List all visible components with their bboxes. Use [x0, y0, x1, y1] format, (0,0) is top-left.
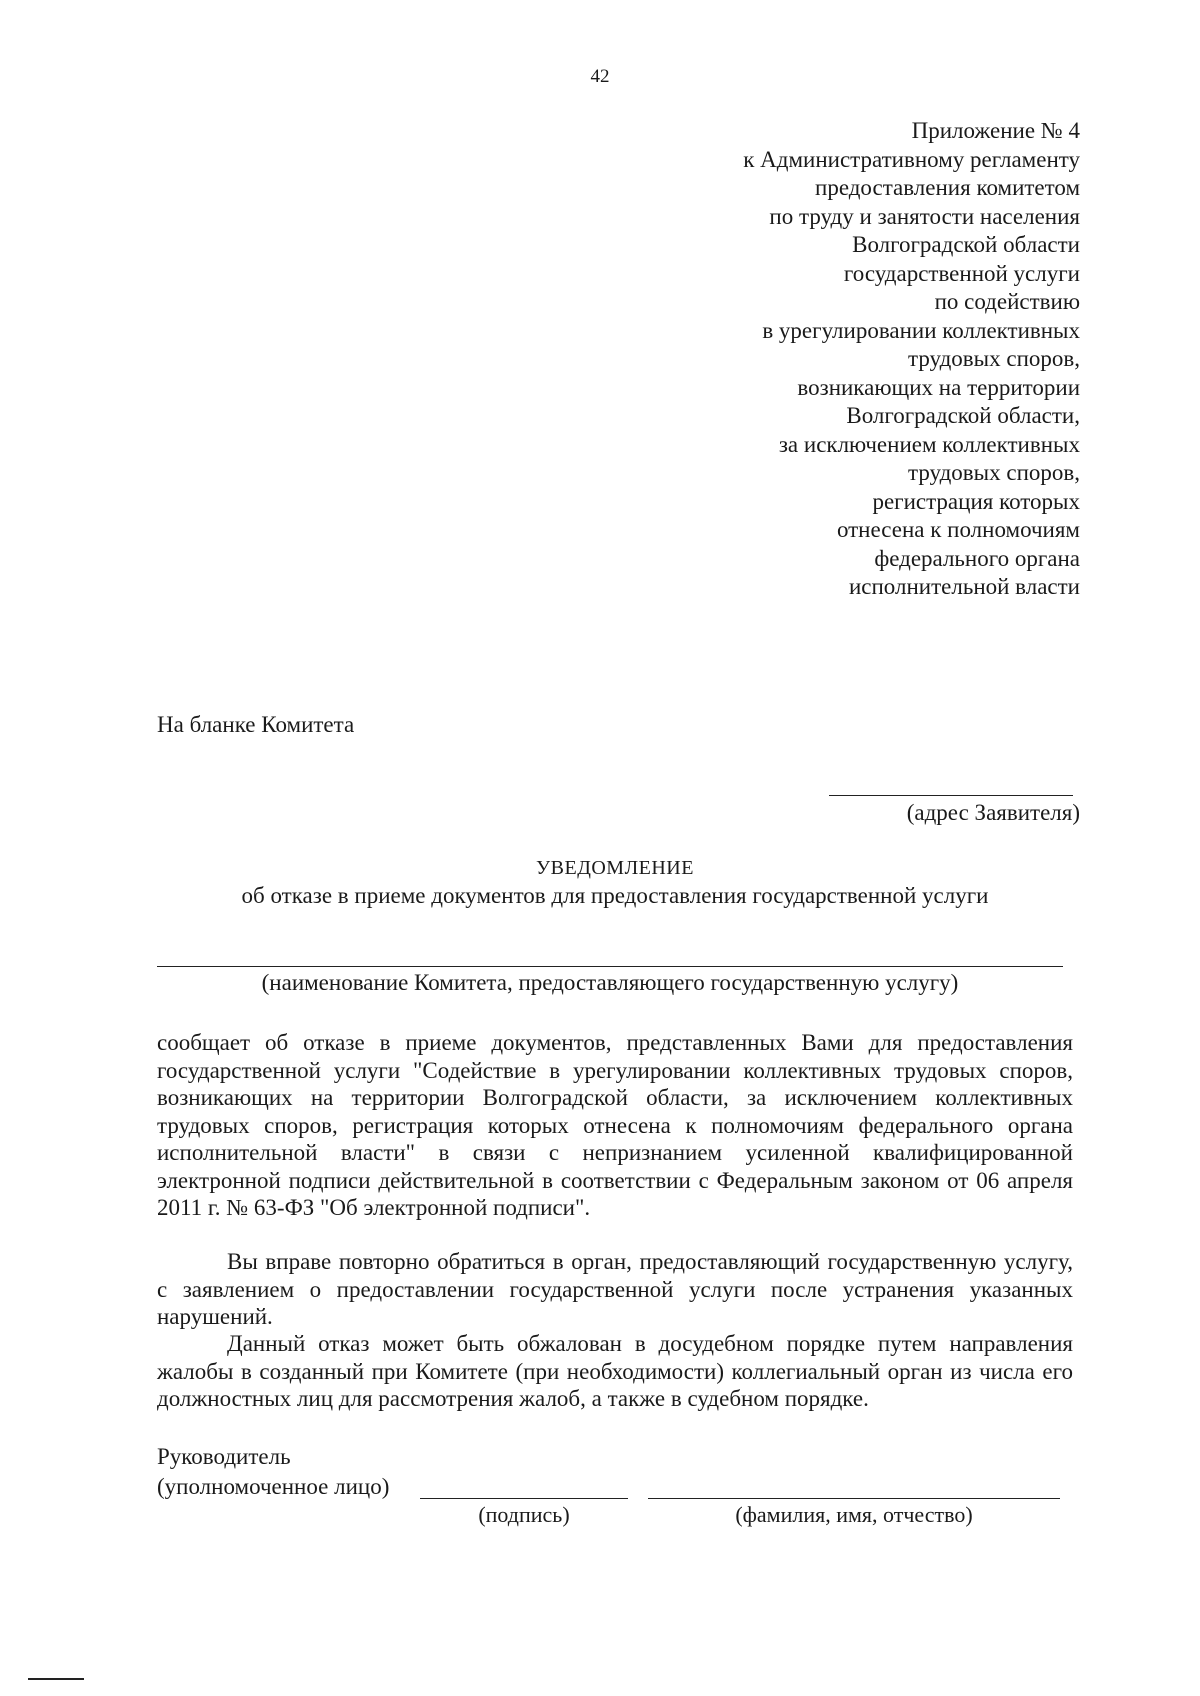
- appendix-line: регистрация которых: [872, 488, 1080, 514]
- signature-caption: (подпись): [478, 1502, 570, 1527]
- signatory-role: Руководитель: [157, 1444, 291, 1469]
- appendix-line: Приложение № 4: [911, 118, 1080, 143]
- notice-title: УВЕДОМЛЕНИЕ: [536, 857, 694, 879]
- refusal-paragraph: сообщает об отказе в приеме документов, представленных Вами для предоставления государственной услуги "Содействие в урегулировании коллективных трудовых споров, возникающих на территории Волгоградской области, за исключением коллективных трудовых споров, регистрация которых отнесена к полномочиям федерального органа исполнительной власти" в связи с непризнанием усиленной квалифицированной электронной подписи действительной в соответствии с Федеральным законом от 06 апреля 2011 г. № 63-ФЗ "Об электронной подписи".: [157, 1030, 1073, 1220]
- appendix-line: предоставления комитетом: [815, 175, 1080, 200]
- committee-name-line: [157, 966, 1063, 967]
- applicant-address-caption: (адрес Заявителя): [906, 800, 1080, 825]
- appendix-line: трудовых споров,: [908, 346, 1080, 371]
- appendix-line: исполнительной власти: [848, 574, 1080, 599]
- appendix-line: Волгоградской области: [852, 232, 1080, 257]
- signatory-role-note: (уполномоченное лицо): [157, 1474, 390, 1499]
- appendix-line: к Административному регламенту: [743, 146, 1080, 172]
- committee-name-caption: (наименование Комитета, предоставляющего государственную услугу): [261, 970, 959, 995]
- signature-line: [420, 1498, 628, 1499]
- notice-subtitle: об отказе в приеме документов для предоставления государственной услуги: [241, 883, 989, 908]
- appendix-line: по труду и занятости населения: [769, 203, 1080, 229]
- appendix-line: Волгоградской области,: [846, 403, 1080, 428]
- appendix-line: по содействию: [934, 289, 1080, 314]
- page-number: 42: [590, 66, 610, 87]
- footer-rule: [28, 1678, 84, 1680]
- appendix-line: государственной услуги: [843, 260, 1080, 286]
- appendix-line: федерального органа: [874, 545, 1080, 571]
- appendix-line: отнесена к полномочиям: [836, 517, 1080, 542]
- appendix-line: трудовых споров,: [908, 460, 1080, 485]
- full-name-caption: (фамилия, имя, отчество): [735, 1502, 973, 1527]
- applicant-address-line: [829, 795, 1073, 796]
- reapply-paragraph: Вы вправе повторно обратиться в орган, предоставляющий государственную услугу, с заявлением о предоставлении государственной услуги после устранения указанных нарушений.: [157, 1249, 1073, 1329]
- appendix-line: за исключением коллективных: [778, 431, 1080, 457]
- appendix-line: возникающих на территории: [797, 374, 1080, 400]
- appeal-paragraph: Данный отказ может быть обжалован в досудебном порядке путем направления жалобы в созданный при Комитете (при необходимости) коллегиальный орган из числа его должностных лиц для рассмотрения жалоб, а также в судебном порядке.: [157, 1331, 1073, 1411]
- letterhead-note: На бланке Комитета: [157, 712, 355, 737]
- full-name-line: [648, 1498, 1060, 1499]
- appendix-header: [520, 117, 1080, 602]
- appendix-line: в урегулировании коллективных: [762, 317, 1080, 343]
- signatory-block: [157, 1442, 389, 1502]
